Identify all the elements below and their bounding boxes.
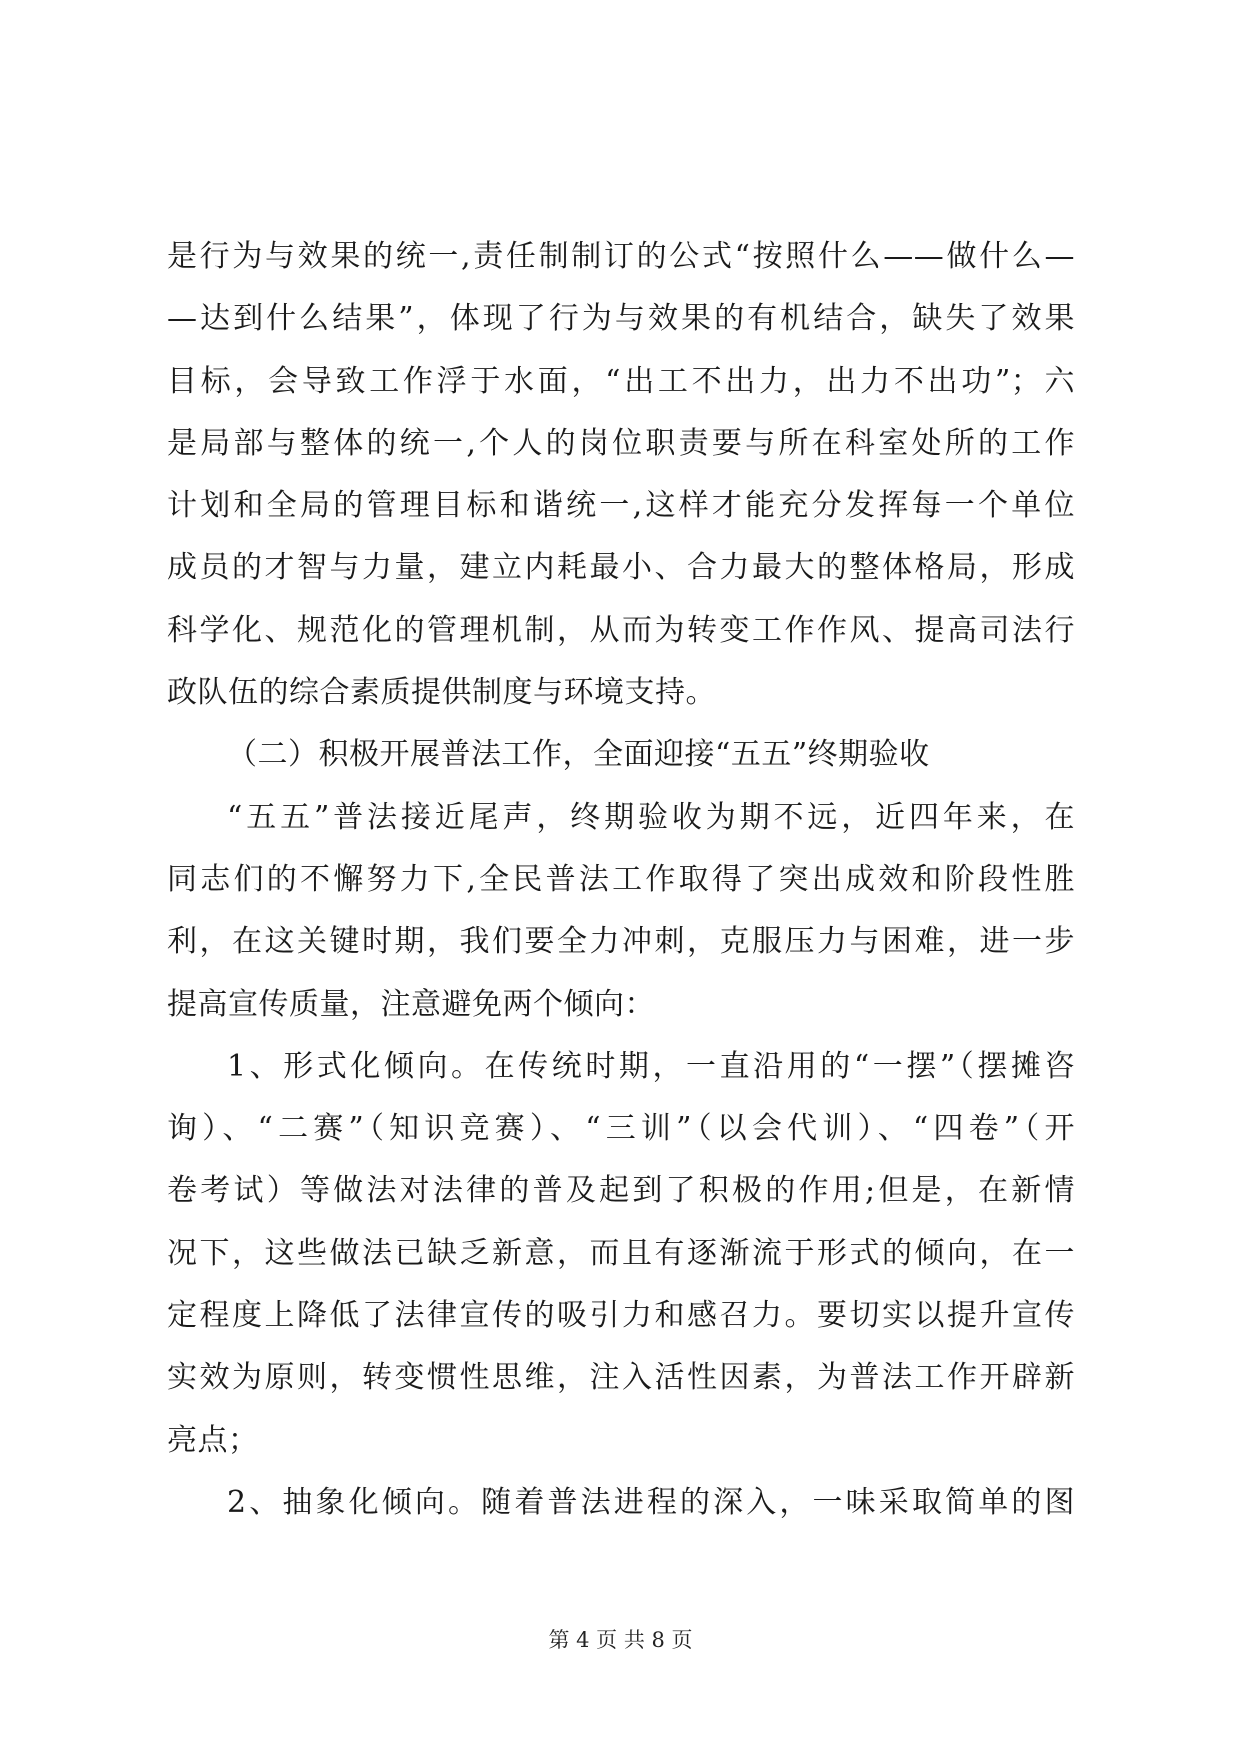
paragraph-line: 2、抽象化倾向。随着普法进程的深入，一味采取简单的图 bbox=[227, 1484, 1075, 1520]
paragraph-line: 亮点； bbox=[167, 1422, 259, 1458]
page-footer bbox=[0, 1624, 1241, 1654]
paragraph-line: 况下，这些做法已缺乏新意，而且有逐渐流于形式的倾向，在一 bbox=[167, 1235, 1075, 1271]
paragraph-line: 询）、“二赛”（知识竞赛）、“三训”（以会代训）、“四卷”（开 bbox=[167, 1111, 1075, 1147]
paragraph-line: 目标，会导致工作浮于水面，“出工不出力，出力不出功”；六 bbox=[167, 363, 1075, 399]
paragraph-line: 卷考试）等做法对法律的普及起到了积极的作用;但是，在新情 bbox=[167, 1173, 1075, 1209]
paragraph-line: —达到什么结果”，体现了行为与效果的有机结合，缺失了效果 bbox=[167, 301, 1075, 337]
paragraph-line: 实效为原则，转变惯性思维，注入活性因素，为普法工作开辟新 bbox=[167, 1360, 1075, 1396]
paragraph-line: 同志们的不懈努力下,全民普法工作取得了突出成效和阶段性胜 bbox=[167, 861, 1075, 897]
paragraph-line: 计划和全局的管理目标和谐统一,这样才能充分发挥每一个单位 bbox=[167, 488, 1075, 524]
section-heading: （二）积极开展普法工作，全面迎接“五五”终期验收 bbox=[227, 737, 930, 773]
paragraph-line: 利，在这关键时期，我们要全力冲刺，克服压力与困难，进一步 bbox=[167, 924, 1075, 960]
paragraph-line: 成员的才智与力量，建立内耗最小、合力最大的整体格局，形成 bbox=[167, 550, 1075, 586]
page-number: 第 4 页 共 8 页 bbox=[548, 1628, 693, 1652]
paragraph-line: 科学化、规范化的管理机制，从而为转变工作作风、提高司法行 bbox=[167, 612, 1075, 648]
paragraph-line: 提高宣传质量，注意避免两个倾向： bbox=[167, 986, 655, 1022]
paragraph-line: 是局部与整体的统一,个人的岗位职责要与所在科室处所的工作 bbox=[167, 425, 1075, 461]
paragraph-line: “五五”普法接近尾声，终期验收为期不远，近四年来，在 bbox=[227, 799, 1075, 835]
paragraph-line: 定程度上降低了法律宣传的吸引力和感召力。要切实以提升宣传 bbox=[167, 1298, 1075, 1334]
paragraph-line: 是行为与效果的统一,责任制制订的公式“按照什么——做什么— bbox=[167, 239, 1075, 274]
paragraph-line: 1、形式化倾向。在传统时期，一直沿用的“一摆”（摆摊咨 bbox=[227, 1048, 1075, 1084]
paragraph-line: 政队伍的综合素质提供制度与环境支持。 bbox=[167, 675, 716, 711]
body-text bbox=[167, 226, 1075, 1534]
